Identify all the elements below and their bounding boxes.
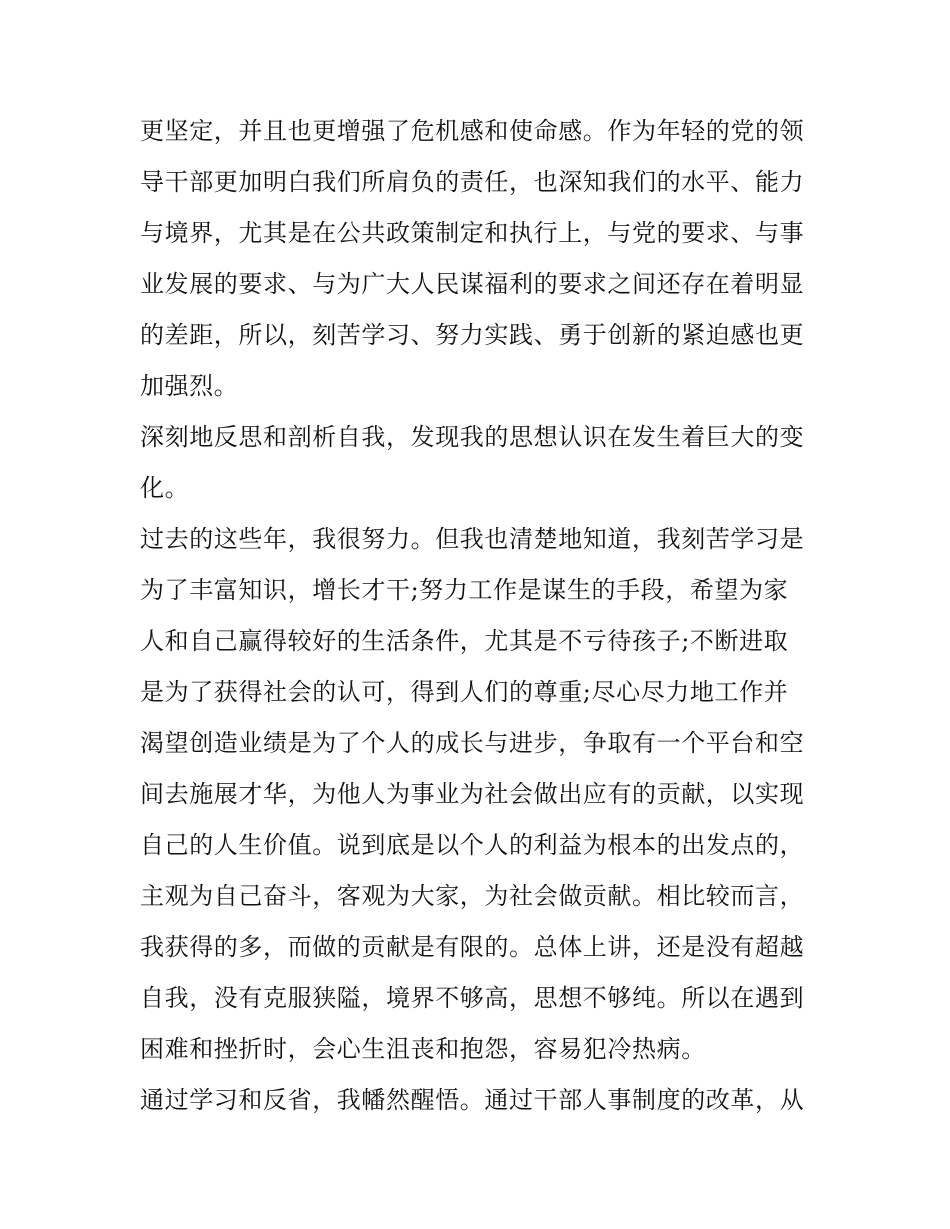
paragraph-3 <box>140 514 830 1075</box>
text-line: 是为了获得社会的认可，得到人们的尊重;尽心尽力地工作并 <box>140 678 789 706</box>
text-line: 化。 <box>140 474 190 502</box>
text-line: 业发展的要求、与为广大人民谋福利的要求之间还存在着明显 <box>140 270 805 298</box>
text-line: 与境界，尤其是在公共政策制定和执行上，与党的要求、与事 <box>140 219 805 247</box>
text-line: 主观为自己奋斗，客观为大家，为社会做贡献。相比较而言， <box>140 882 805 910</box>
text-line: 我获得的多，而做的贡献是有限的。总体上讲，还是没有超越 <box>140 933 805 961</box>
text-line: 为了丰富知识，增长才干;努力工作是谋生的手段，希望为家 <box>140 576 789 604</box>
text-line: 困难和挫折时，会心生沮丧和抱怨，容易犯冷热病。 <box>140 1035 706 1063</box>
text-line: 渴望创造业绩是为了个人的成长与进步，争取有一个平台和空 <box>140 729 805 757</box>
text-line: 人和自己赢得较好的生活条件，尤其是不亏待孩子;不断进取 <box>140 627 789 655</box>
text-line: 间去施展才华，为他人为事业为社会做出应有的贡献，以实现 <box>140 780 805 808</box>
text-line: 通过学习和反省，我幡然醒悟。通过干部人事制度的改革，从 <box>140 1086 805 1114</box>
text-line: 自己的人生价值。说到底是以个人的利益为根本的出发点的， <box>140 831 805 859</box>
text-line: 的差距，所以，刻苦学习、努力实践、勇于创新的紧迫感也更 <box>140 321 805 349</box>
text-line: 导干部更加明白我们所肩负的责任，也深知我们的水平、能力 <box>140 168 805 196</box>
paragraph-2 <box>140 412 830 514</box>
text-line: 更坚定，并且也更增强了危机感和使命感。作为年轻的党的领 <box>140 117 805 145</box>
text-line: 过去的这些年，我很努力。但我也清楚地知道，我刻苦学习是 <box>140 525 805 553</box>
text-line: 深刻地反思和剖析自我，发现我的思想认识在发生着巨大的变 <box>140 423 805 451</box>
paragraph-4 <box>140 1075 830 1126</box>
paragraph-1 <box>140 106 830 412</box>
text-line: 加强烈。 <box>140 372 239 400</box>
text-line: 自我，没有克服狭隘，境界不够高，思想不够纯。所以在遇到 <box>140 984 805 1012</box>
body-text <box>140 106 830 1126</box>
